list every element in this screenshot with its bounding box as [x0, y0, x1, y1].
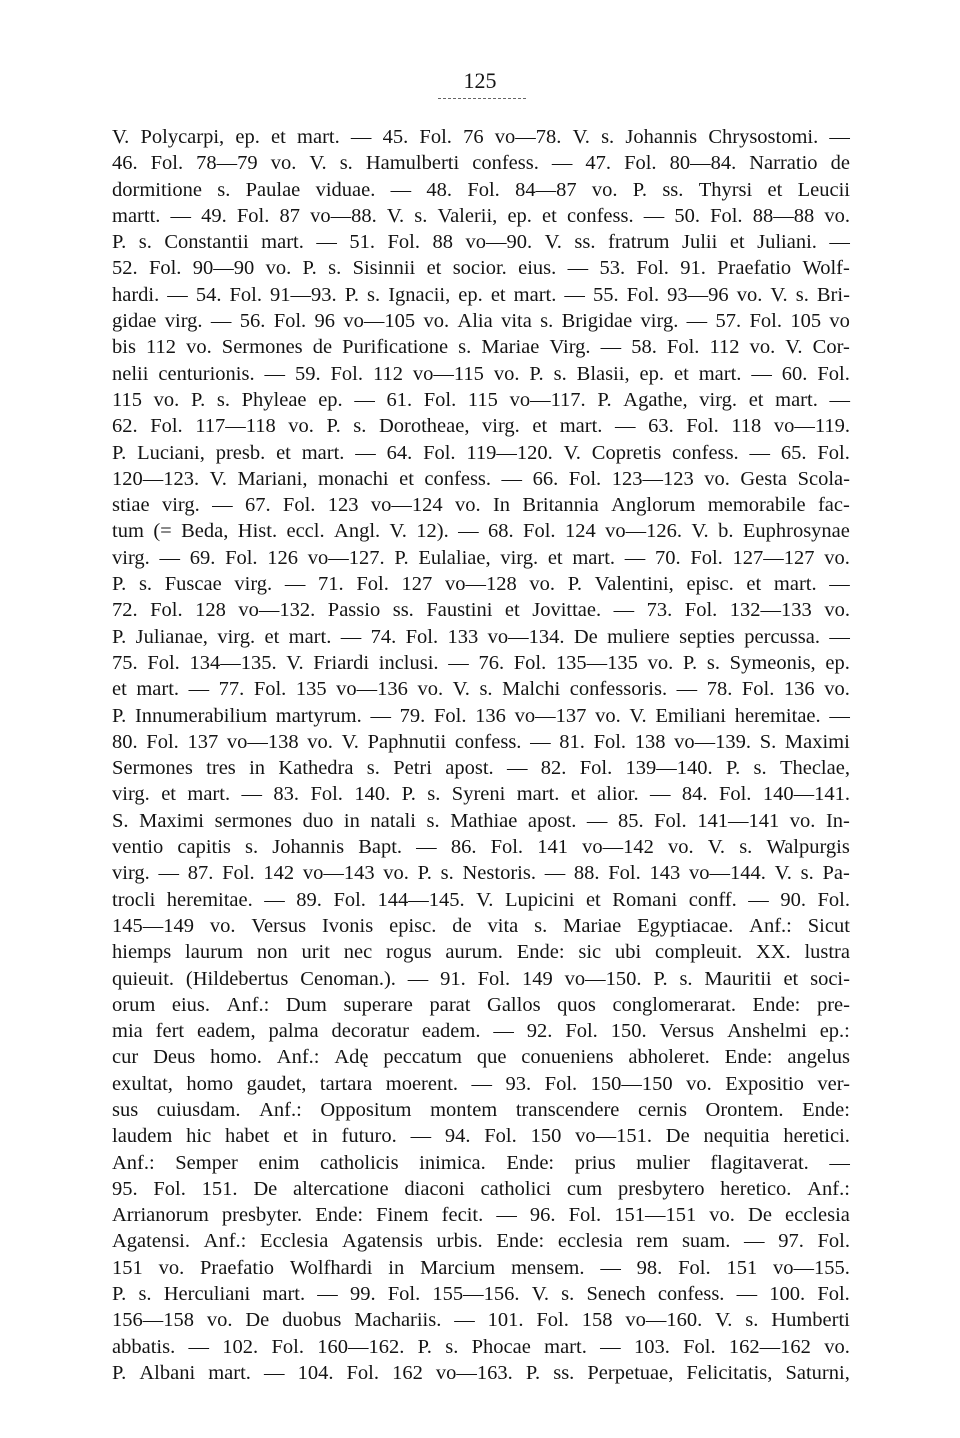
text-line: 72. Fol. 128 vo—132. Passio ss. Faustini et Jovittae. — 73. Fol. 132—133 vo. — [112, 599, 850, 622]
text-line: Anf.: Semper enim catholicis inimica. Ende: prius mulier flagitaverat. — — [112, 1151, 850, 1174]
text-line: 80. Fol. 137 vo—138 vo. V. Paphnutii confess. — 81. Fol. 138 vo—139. S. Maximi — [112, 730, 850, 753]
text-line: Agatensi. Anf.: Ecclesia Agatensis urbis. Ende: ecclesia rem suam. — 97. Fol. — [112, 1230, 850, 1253]
text-line: P. Luciani, presb. et mart. — 64. Fol. 119—120. V. Copretis confess. — 65. Fol. — [112, 441, 850, 464]
text-line: tum (= Beda, Hist. eccl. Angl. V. 12). — 68. Fol. 124 vo—126. V. b. Euphrosynae — [112, 520, 850, 543]
text-line: P. s. Herculiani mart. — 99. Fol. 155—156. V. s. Senech confess. — 100. Fol. — [112, 1283, 850, 1306]
text-line: P. s. Constantii mart. — 51. Fol. 88 vo—90. V. ss. fratrum Julii et Juliani. — — [112, 231, 850, 254]
text-line: exultat, homo gaudet, tartara moerent. — 93. Fol. 150—150 vo. Expositio ver- — [112, 1072, 850, 1095]
text-line: hiemps laurum non urit nec rogus aurum. Ende: sic ubi compleuit. XX. lustra — [112, 941, 850, 964]
text-line: gidae virg. — 56. Fol. 96 vo—105 vo. Alia vita s. Brigidae virg. — 57. Fol. 105 vo — [112, 310, 850, 333]
text-line: stiae virg. — 67. Fol. 123 vo—124 vo. In Britannia Anglorum memorabile fac- — [112, 494, 850, 517]
text-line: 151 vo. Praefatio Wolfhardi in Marcium mensem. — 98. Fol. 151 vo—155. — [112, 1256, 850, 1279]
text-line: quieuit. (Hildebertus Cenoman.). — 91. Fol. 149 vo—150. P. s. Mauritii et soci- — [112, 967, 850, 990]
text-line: cur Deus homo. Anf.: Adę peccatum que conueniens abholeret. Ende: angelus — [112, 1046, 850, 1069]
text-line: mia fert eadem, palma decoratur eadem. — 92. Fol. 150. Versus Anshelmi ep.: — [112, 1020, 850, 1043]
text-line: orum eius. Anf.: Dum superare parat Gallos quos conglomerarat. Ende: pre- — [112, 993, 850, 1016]
text-line: bis 112 vo. Sermones de Purificatione s. Mariae Virg. — 58. Fol. 112 vo. V. Cor- — [112, 336, 850, 359]
page-number: 125 — [463, 68, 497, 93]
text-line: virg. — 69. Fol. 126 vo—127. P. Eulaliae, virg. et mart. — 70. Fol. 127—127 vo. — [112, 546, 850, 569]
text-line: P. Innumerabilium martyrum. — 79. Fol. 136 vo—137 vo. V. Emiliani heremitae. — — [112, 704, 850, 727]
text-line: abbatis. — 102. Fol. 160—162. P. s. Phocae mart. — 103. Fol. 162—162 vo. — [112, 1335, 850, 1358]
text-line: P. s. Fuscae virg. — 71. Fol. 127 vo—128 vo. P. Valentini, episc. et mart. — — [112, 573, 850, 596]
text-line: martt. — 49. Fol. 87 vo—88. V. s. Valerii, ep. et confess. — 50. Fol. 88—88 vo. — [112, 204, 850, 227]
text-line: 156—158 vo. De duobus Machariis. — 101. Fol. 158 vo—160. V. s. Humberti — [112, 1309, 850, 1332]
text-line: sus cuiusdam. Anf.: Oppositum montem transcendere cernis Orontem. Ende: — [112, 1098, 850, 1121]
header-rule — [438, 98, 526, 99]
text-line: 52. Fol. 90—90 vo. P. s. Sisinnii et socior. eius. — 53. Fol. 91. Praefatio Wolf- — [112, 257, 850, 280]
text-line: et mart. — 77. Fol. 135 vo—136 vo. V. s. Malchi confessoris. — 78. Fol. 136 vo. — [112, 678, 850, 701]
text-line: Arrianorum presbyter. Ende: Finem fecit. — 96. Fol. 151—151 vo. De ecclesia — [112, 1204, 850, 1227]
text-line: 120—123. V. Mariani, monachi et confess. — 66. Fol. 123—123 vo. Gesta Scola- — [112, 467, 850, 490]
text-line: virg. et mart. — 83. Fol. 140. P. s. Syreni mart. et alior. — 84. Fol. 140—141. — [112, 783, 850, 806]
text-line: 115 vo. P. s. Phyleae ep. — 61. Fol. 115 vo—117. P. Agathe, virg. et mart. — — [112, 388, 850, 411]
text-line: V. Polycarpi, ep. et mart. — 45. Fol. 76 vo—78. V. s. Johannis Chrysostomi. — — [112, 126, 850, 148]
text-line: 145—149 vo. Versus Ivonis episc. de vita s. Mariae Egyptiacae. Anf.: Sicut — [112, 914, 850, 937]
text-line: 75. Fol. 134—135. V. Friardi inclusi. — 76. Fol. 135—135 vo. P. s. Symeonis, ep. — [112, 651, 850, 674]
text-line: 46. Fol. 78—79 vo. V. s. Hamulberti confess. — 47. Fol. 80—84. Narratio de — [112, 152, 850, 175]
text-line: P. Albani mart. — 104. Fol. 162 vo—163. P. ss. Perpetuae, Felicitatis, Saturni, — [112, 1361, 850, 1384]
catalog-text-block — [112, 124, 850, 1386]
text-line: Sermones tres in Kathedra s. Petri apost. — 82. Fol. 139—140. P. s. Theclae, — [112, 757, 850, 780]
text-line: virg. — 87. Fol. 142 vo—143 vo. P. s. Nestoris. — 88. Fol. 143 vo—144. V. s. Pa- — [112, 862, 850, 885]
text-line: dormitione s. Paulae viduae. — 48. Fol. 84—87 vo. P. ss. Thyrsi et Leucii — [112, 178, 850, 201]
text-line: laudem hic habet et in futuro. — 94. Fol. 150 vo—151. De nequitia heretici. — [112, 1125, 850, 1148]
text-line: S. Maximi sermones duo in natali s. Mathiae apost. — 85. Fol. 141—141 vo. In- — [112, 809, 850, 832]
text-line: hardi. — 54. Fol. 91—93. P. s. Ignacii, ep. et mart. — 55. Fol. 93—96 vo. V. s. Bri- — [112, 283, 850, 306]
text-line: P. Julianae, virg. et mart. — 74. Fol. 133 vo—134. De muliere septies percussa. — — [112, 625, 850, 648]
text-line: nelii centurionis. — 59. Fol. 112 vo—115 vo. P. s. Blasii, ep. et mart. — 60. Fol. — [112, 362, 850, 385]
text-line: 95. Fol. 151. De altercatione diaconi catholici cum presbytero heretico. Anf.: — [112, 1177, 850, 1200]
text-line: trocli heremitae. — 89. Fol. 144—145. V. Lupicini et Romani conff. — 90. Fol. — [112, 888, 850, 911]
text-line: ventio capitis s. Johannis Bapt. — 86. Fol. 141 vo—142 vo. V. s. Walpurgis — [112, 836, 850, 859]
text-line: 62. Fol. 117—118 vo. P. s. Dorotheae, virg. et mart. — 63. Fol. 118 vo—119. — [112, 415, 850, 438]
